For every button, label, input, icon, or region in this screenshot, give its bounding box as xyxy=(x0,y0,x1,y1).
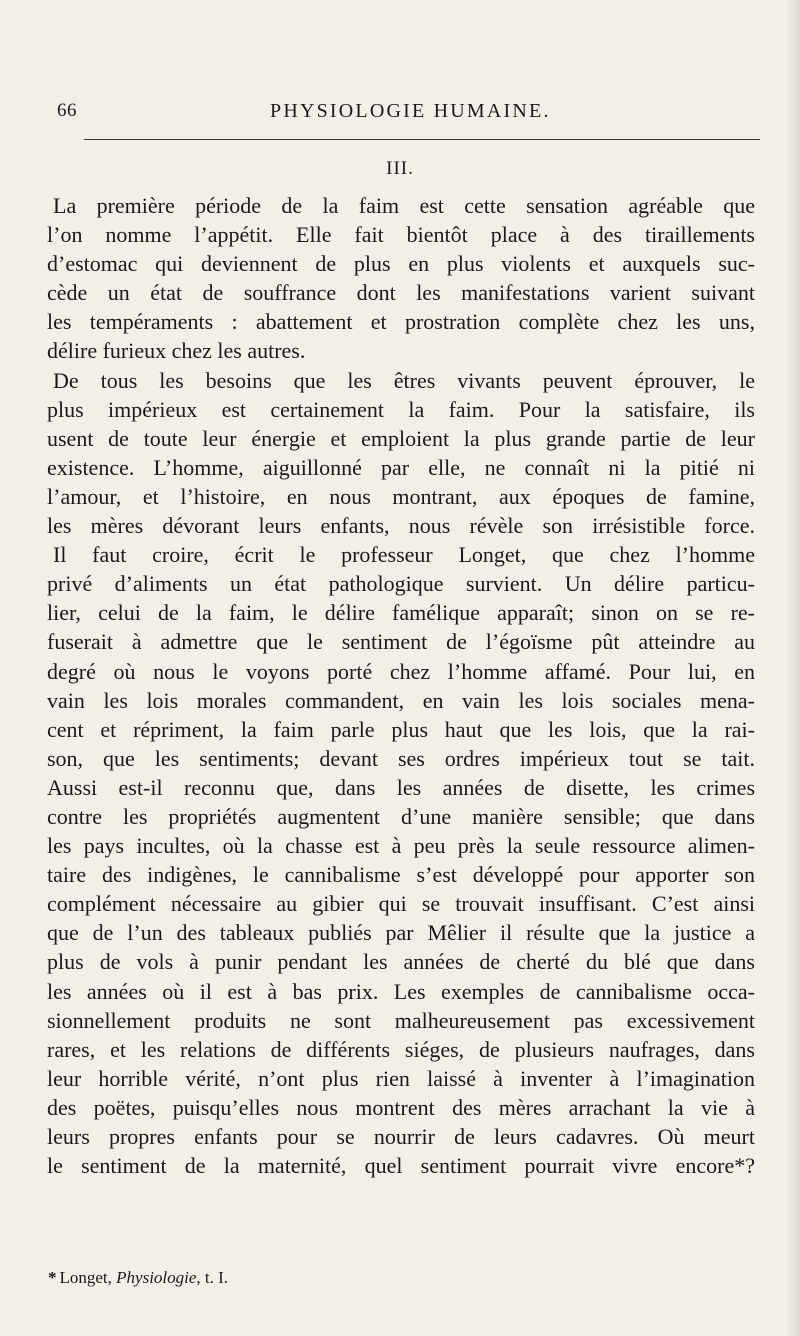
body-text xyxy=(47,191,755,1180)
text-line: les pays incultes, où la chasse est à peu près la seule ressource alimen- xyxy=(47,833,755,859)
text-line: Il faut croire, écrit le professeur Longet, que chez l’homme xyxy=(53,542,755,568)
page-edge-shadow xyxy=(786,0,800,1336)
footnote-author: Longet, xyxy=(59,1268,112,1287)
text-line: cède un état de souffrance dont les manifestations varient suivant xyxy=(47,280,755,306)
text-line: vain les lois morales commandent, en vain les lois sociales mena- xyxy=(47,687,755,713)
text-line: plus de vols à punir pendant les années de cherté du blé que dans xyxy=(47,949,755,975)
text-line: usent de toute leur énergie et emploient la plus grande partie de leur xyxy=(47,425,755,451)
text-line: privé d’aliments un état pathologique survient. Un délire particu- xyxy=(47,571,755,597)
text-line: les tempéraments : abattement et prostration complète chez les uns, xyxy=(47,309,755,335)
text-line: contre les propriétés augmentent d’une manière sensible; que dans xyxy=(47,803,755,829)
text-line: les années où il est à bas prix. Les exemples de cannibalisme occa- xyxy=(47,978,755,1004)
text-line: des poëtes, puisqu’elles nous montrent des mères arrachant la vie à xyxy=(47,1094,755,1120)
text-line: lier, celui de la faim, le délire famélique apparaît; sinon on se re- xyxy=(47,600,755,626)
text-line: leur horrible vérité, n’ont plus rien laissé à inventer à l’imagination xyxy=(47,1065,755,1091)
text-line: que de l’un des tableaux publiés par Mêlier il résulte que la justice a xyxy=(47,920,755,946)
text-line: l’amour, et l’histoire, en nous montrant, aux époques de famine, xyxy=(47,483,755,509)
text-line: complément nécessaire au gibier qui se trouvait insuffisant. C’est ainsi xyxy=(47,891,755,917)
text-line: son, que les sentiments; devant ses ordres impérieux tout se tait. xyxy=(47,745,755,771)
text-line: degré où nous le voyons porté chez l’homme affamé. Pour lui, en xyxy=(47,658,755,684)
text-line: existence. L’homme, aiguillonné par elle, ne connaît ni la pitié ni xyxy=(47,454,755,480)
running-title: PHYSIOLOGIE HUMAINE. xyxy=(270,100,551,122)
footnote xyxy=(48,1268,228,1288)
footnote-marker: * xyxy=(48,1268,57,1287)
footnote-ref: t. I. xyxy=(204,1268,229,1287)
header-rule xyxy=(84,139,760,140)
text-line: Aussi est-il reconnu que, dans les années de disette, les crimes xyxy=(47,774,755,800)
text-line: délire furieux chez les autres. xyxy=(47,338,306,364)
text-line: La première période de la faim est cette sensation agréable que xyxy=(53,193,755,218)
text-line: De tous les besoins que les êtres vivants peuvent éprouver, le xyxy=(53,367,755,393)
text-line: cent et répriment, la faim parle plus haut que les lois, que la rai- xyxy=(47,716,755,742)
footnote-work: Physiologie, xyxy=(116,1268,201,1287)
text-line: sionnellement produits ne sont malheureusement pas excessivement xyxy=(47,1007,755,1033)
text-line: le sentiment de la maternité, quel sentiment pourrait vivre encore*? xyxy=(47,1153,755,1179)
text-line: rares, et les relations de différents siéges, de plusieurs naufrages, dans xyxy=(47,1036,755,1062)
section-number: III. xyxy=(386,158,414,179)
text-line: les mères dévorant leurs enfants, nous révèle son irrésistible force. xyxy=(47,513,755,539)
text-line: plus impérieux est certainement la faim. Pour la satisfaire, ils xyxy=(47,396,755,422)
text-line: taire des indigènes, le cannibalisme s’est développé pour apporter son xyxy=(47,862,755,888)
text-line: fuserait à admettre que le sentiment de l’égoïsme pût atteindre au xyxy=(47,629,755,655)
page-number: 66 xyxy=(57,100,77,121)
text-line: l’on nomme l’appétit. Elle fait bientôt place à des tiraillements xyxy=(47,222,755,248)
text-line: d’estomac qui deviennent de plus en plus violents et auxquels suc- xyxy=(47,251,755,277)
text-line: leurs propres enfants pour se nourrir de leurs cadavres. Où meurt xyxy=(47,1124,755,1149)
